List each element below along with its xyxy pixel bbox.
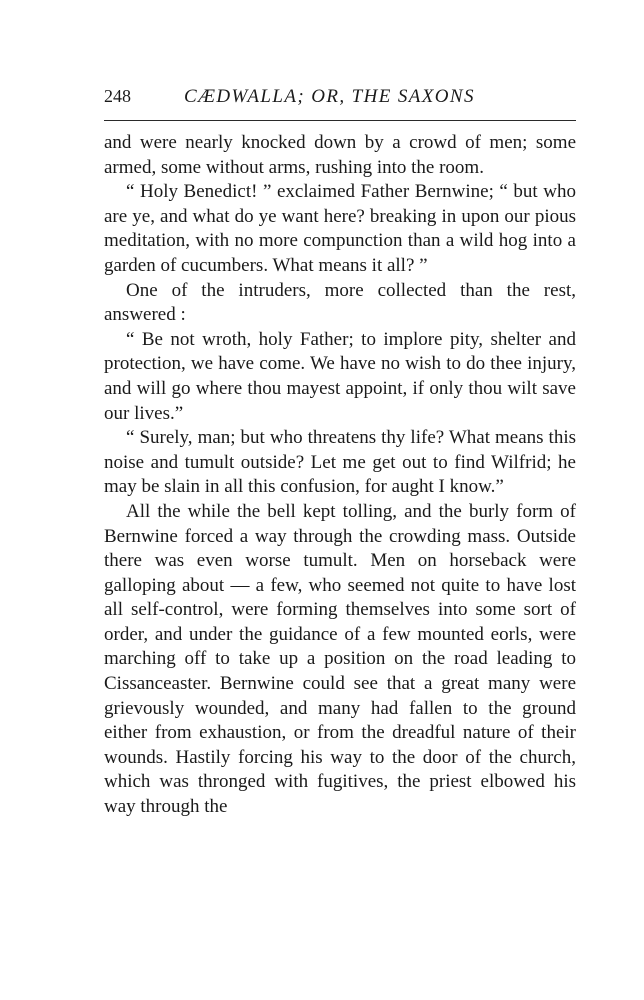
paragraph: and were nearly knocked down by a crowd of men; some armed, some without arms, rushing into the room.: [104, 132, 576, 178]
running-head: [104, 86, 576, 121]
paragraph: “ Surely, man; but who threatens thy life? What means this noise and tumult outside? Let me get out to find Wilfrid; he may be slain in all this confusion, for aught I know.”: [104, 427, 576, 498]
running-title: CÆDWALLA; OR, THE SAXONS: [184, 86, 475, 107]
book-page: [104, 86, 576, 820]
page-number: 248: [104, 86, 131, 106]
paragraph: “ Be not wroth, holy Father; to implore pity, shelter and protection, we have come. We have no wish to do thee injury, and will go where thou mayest appoint, if only thou wilt save our lives.”: [104, 328, 576, 424]
paragraph: One of the intruders, more collected than the rest, answered :: [104, 279, 576, 326]
paragraph: All the while the bell kept tolling, and the burly form of Bernwine forced a way through the crowding mass. Outside there was even worse tumult. Men on horseback were galloping about — a few, who seemed not quite to have lost all self-control, were forming themselves into some sort of order, and under the guidance of a few mounted eorls, were marching off to take up a position on the road leading to Cissanceaster. Bernwine could see that a great many were grievously wounded, and many had fallen to the ground either from exhaustion, or from the dreadful nature of their wounds. Hastily forcing his way to the door of the church, which was thronged with fugitives, the priest elbowed his way through the: [104, 500, 576, 818]
paragraph: “ Holy Benedict! ” exclaimed Father Bernwine; “ but who are ye, and what do ye want here? breaking in upon our pious meditation, with no more compunction than a wild hog into a garden of cucumbers. What means it all? ”: [104, 181, 576, 276]
body-text: [104, 131, 576, 820]
